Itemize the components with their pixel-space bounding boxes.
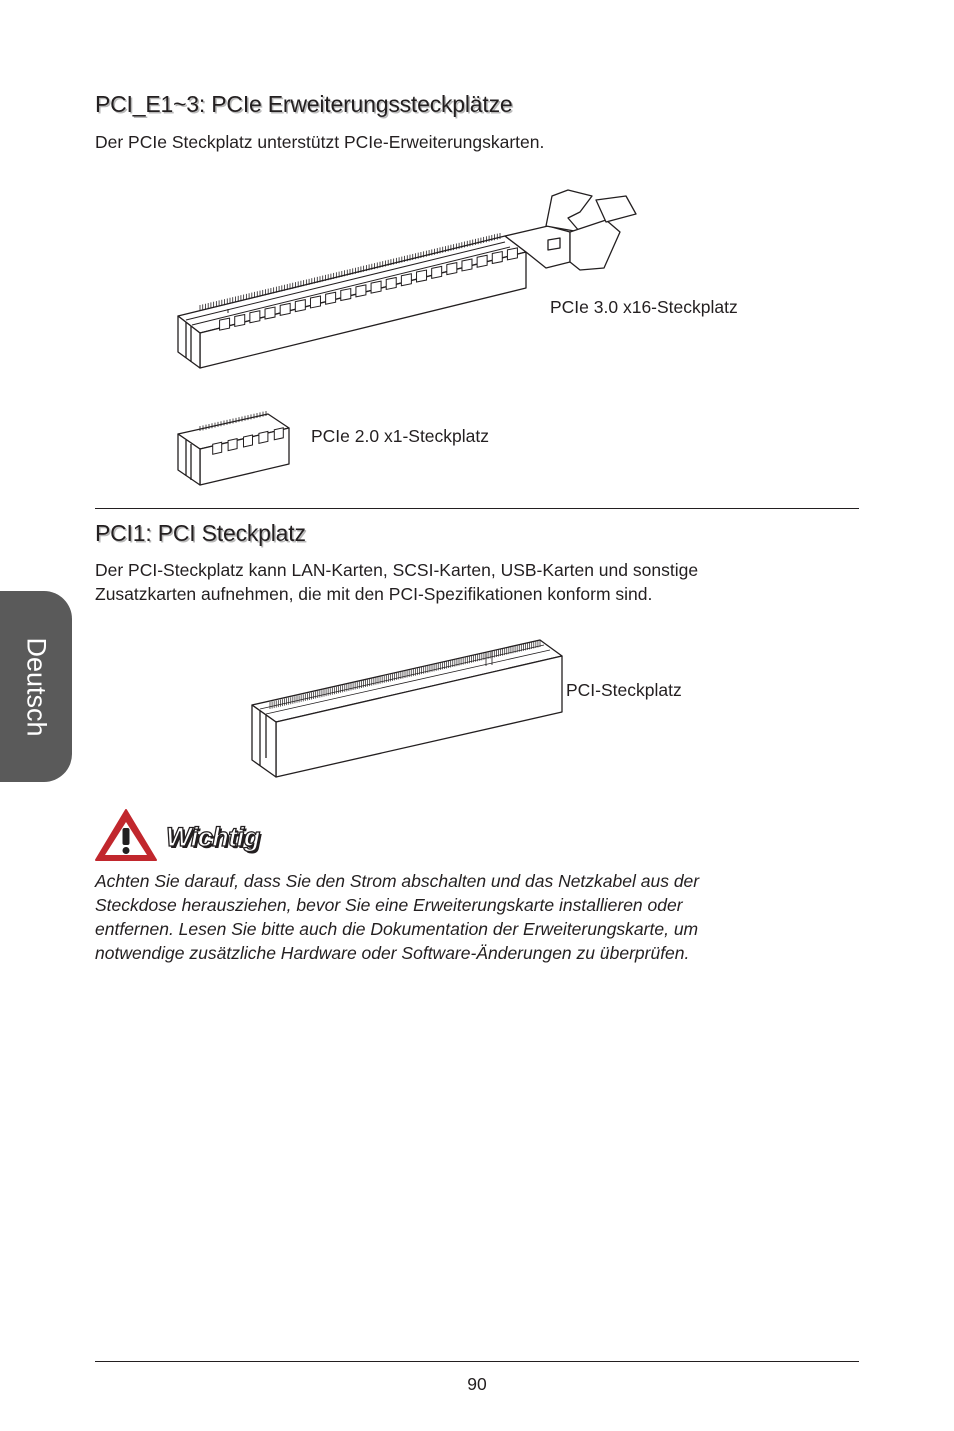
slot-key: [310, 296, 320, 308]
section-divider: [95, 508, 859, 509]
section-text-pci-line2: Zusatzkarten aufnehmen, die mit den PCI-Spezifikationen konform sind.: [95, 584, 653, 604]
slot-key: [507, 248, 517, 260]
slot-key: [447, 263, 457, 275]
pci-slot-label: PCI-Steckplatz: [566, 680, 682, 700]
slot-key: [250, 311, 260, 323]
section-text-pci-line1: Der PCI-Steckplatz kann LAN-Karten, SCSI-Karten, USB-Karten und sonstige: [95, 560, 699, 580]
important-note-line4: notwendige zusätzliche Hardware oder Software-Änderungen zu überprüfen.: [95, 943, 690, 963]
important-note-line1: Achten Sie darauf, dass Sie den Strom abschalten und das Netzkabel aus der: [95, 871, 700, 891]
slot-key: [417, 270, 427, 282]
x1-slot-label: PCIe 2.0 x1-Steckplatz: [311, 426, 489, 446]
slot-key: [341, 289, 351, 301]
important-note-line3: entfernen. Lesen Sie bitte auch die Dokumentation der Erweiterungskarte, um: [95, 919, 699, 939]
slot-key: [213, 442, 222, 454]
slot-key: [371, 281, 381, 293]
footer-rule: [95, 1361, 859, 1362]
page-number: 90: [467, 1374, 487, 1394]
section-title-pci: PCI1: PCI Steckplatz: [95, 520, 306, 546]
slot-key: [386, 277, 396, 289]
x16-slot-label: PCIe 3.0 x16-Steckplatz: [550, 297, 738, 317]
language-side-tab: [0, 591, 72, 782]
slot-key: [220, 318, 230, 330]
important-title: Wichtig: [166, 822, 260, 852]
slot-key: [477, 255, 487, 267]
slot-key: [274, 428, 283, 440]
language-side-tab-label: Deutsch: [21, 636, 52, 737]
slot-key: [295, 300, 305, 312]
slot-key: [401, 274, 411, 286]
section-text-pcie: Der PCIe Steckplatz unterstützt PCIe-Erweiterungskarten.: [95, 132, 545, 152]
slot-key: [265, 307, 275, 319]
slot-key: [235, 314, 245, 326]
slot-key: [492, 252, 502, 264]
slot-key: [244, 435, 253, 447]
slot-key: [259, 431, 268, 443]
slot-key: [356, 285, 366, 297]
slot-key: [432, 266, 442, 278]
slot-key: [326, 292, 336, 304]
slot-key: [280, 303, 290, 315]
important-note-line2: Steckdose herausziehen, bevor Sie eine Erweiterungskarte installieren oder: [95, 895, 683, 915]
section-title-pcie: PCI_E1~3: PCIe Erweiterungssteckplätze: [95, 91, 513, 117]
slot-key: [228, 439, 237, 451]
slot-key: [462, 259, 472, 271]
